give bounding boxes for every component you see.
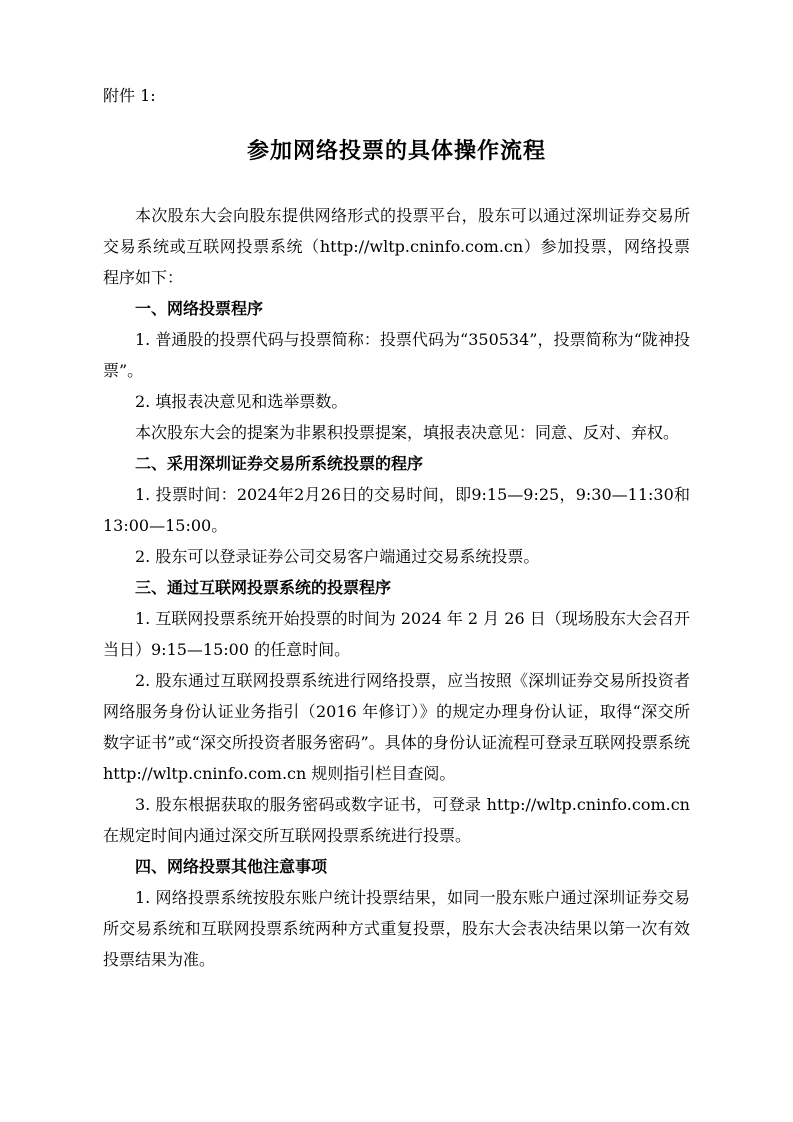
section-heading-internet-voting: 三、通过互联网投票系统的投票程序 [135, 578, 392, 597]
paragraph-login-and-vote: 3. 股东根据获取的服务密码或数字证书，可登录 http://wltp.cninfo.com.cn 在规定时间内通过深交所互联网投票系统进行投票。 [103, 795, 690, 845]
paragraph-identity-authentication: 2. 股东通过互联网投票系统进行网络投票，应当按照《深圳证券交易所投资者网络服务身份认证业务指引（2016 年修订）》的规定办理身份认证，取得“深交所数字证书”或“深交所投资者服务密码”。具体的身份认证流程可登录互联网投票系统 http://wltp.cninfo.com.cn 规则指引栏目查阅。 [103, 671, 690, 783]
attachment-label: 附件 1: [103, 86, 156, 105]
paragraph-broker-client-voting: 2. 股东可以登录证券公司交易客户端通过交易系统投票。 [135, 547, 540, 566]
section-heading-network-voting-procedure: 一、网络投票程序 [135, 299, 264, 318]
document-title: 参加网络投票的具体操作流程 [246, 139, 546, 164]
paragraph-duplicate-voting-rule: 1. 网络投票系统按股东账户统计投票结果，如同一股东账户通过深圳证券交易所交易系统和互联网投票系统两种方式重复投票，股东大会表决结果以第一次有效投票结果为准。 [103, 888, 690, 969]
section-heading-szse-system-voting: 二、采用深圳证券交易所系统投票的程序 [135, 454, 424, 473]
section-heading-other-notes: 四、网络投票其他注意事项 [135, 857, 328, 876]
paragraph-voting-time: 1. 投票时间：2024年2月26日的交易时间，即9:15—9:25，9:30—11:30和13:00—15:00。 [103, 485, 690, 535]
paragraph-non-cumulative: 本次股东大会的提案为非累积投票提案，填报表决意见：同意、反对、弃权。 [135, 423, 680, 442]
intro-paragraph: 本次股东大会向股东提供网络形式的投票平台，股东可以通过深圳证券交易所交易系统或互联网投票系统（http://wltp.cninfo.com.cn）参加投票，网络投票程序如下： [103, 206, 690, 287]
paragraph-internet-voting-time: 1. 互联网投票系统开始投票的时间为 2024 年 2 月 26 日（现场股东大会召开当日）9:15—15:00 的任意时间。 [103, 609, 690, 659]
paragraph-voting-code: 1. 普通股的投票代码与投票简称：投票代码为“350534”，投票简称为“陇神投票”。 [103, 330, 690, 380]
paragraph-fill-opinions: 2. 填报表决意见和选举票数。 [135, 392, 348, 411]
